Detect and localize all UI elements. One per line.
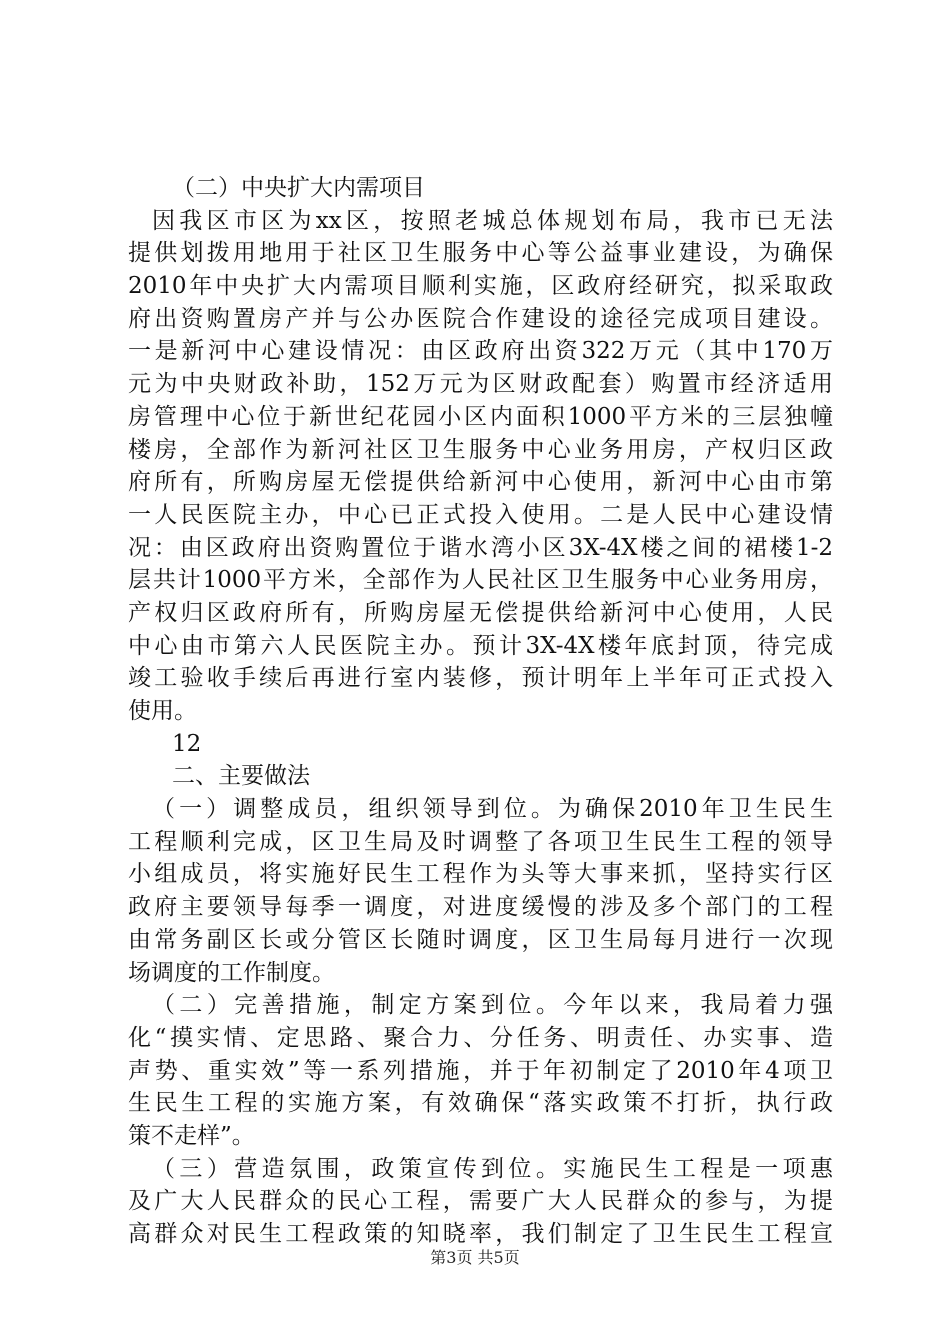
text-line: （三）营造氛围，政策宣传到位。实施民生工程是一项惠 (152, 1155, 833, 1182)
text-line: 产权归区政府所有，所购房屋无偿提供给新河中心使用，人民 (128, 599, 833, 626)
text-line: 一人民医院主办，中心已正式投入使用。二是人民中心建设情 (128, 501, 833, 528)
text-line: （一）调整成员，组织领导到位。为确保2010年卫生民生 (152, 796, 833, 823)
text-line: 声势、重实效”等一系列措施，并于年初制定了2010年4项卫 (128, 1057, 833, 1084)
page-footer: 第3页 共5页 (430, 1248, 520, 1267)
text-line: （二）完善措施，制定方案到位。今年以来，我局着力强 (152, 992, 833, 1019)
text-line: 高群众对民生工程政策的知晓率，我们制定了卫生民生工程宣 (128, 1221, 833, 1247)
text-line: 小组成员，将实施好民生工程作为头等大事来抓，坚持实行区 (128, 861, 833, 888)
text-line: 中心由市第六人民医院主办。预计3X-4X楼年底封顶，待完成 (128, 632, 833, 659)
text-line: 况：由区政府出资购置位于谐水湾小区3X-4X楼之间的裙楼1-2 (128, 534, 833, 561)
text-line: 府所有，所购房屋无偿提供给新河中心使用，新河中心由市第 (128, 469, 833, 496)
text-line: 策不走样”。 (128, 1122, 255, 1149)
text-line: 提供划拨用地用于社区卫生服务中心等公益事业建设，为确保 (128, 240, 833, 267)
text-line: 及广大人民群众的民心工程，需要广大人民群众的参与，为提 (128, 1188, 833, 1215)
text-line: 化“摸实情、定思路、聚合力、分任务、明责任、办实事、造 (128, 1024, 833, 1051)
text-line: 12 (172, 730, 202, 757)
text-line: 场调度的工作制度。 (128, 959, 335, 986)
text-line: 府出资购置房产并与公办医院合作建设的途径完成项目建设。 (128, 305, 833, 332)
text-line: 因我区市区为xx区，按照老城总体规划布局，我市已无法 (152, 207, 833, 234)
document-body (128, 172, 833, 1251)
text-line: 2010年中央扩大内需项目顺利实施，区政府经研究，拟采取政 (128, 273, 833, 300)
text-line: 生民生工程的实施方案，有效确保“落实政策不打折，执行政 (128, 1090, 833, 1117)
text-line: 政府主要领导每季一调度，对进度缓慢的涉及多个部门的工程 (128, 894, 833, 921)
text-line: 层共计1000平方米，全部作为人民社区卫生服务中心业务用房， (128, 567, 833, 594)
text-line: 由常务副区长或分管区长随时调度，区卫生局每月进行一次现 (128, 926, 833, 953)
text-line: 元为中央财政补助，152万元为区财政配套）购置市经济适用 (128, 371, 833, 398)
text-line: 楼房，全部作为新河社区卫生服务中心业务用房，产权归区政 (128, 436, 833, 463)
text-line: 工程顺利完成，区卫生局及时调整了各项卫生民生工程的领导 (128, 828, 833, 855)
text-line: 使用。 (128, 698, 197, 724)
text-line: 房管理中心位于新世纪花园小区内面积1000平方米的三层独幢 (128, 403, 833, 430)
text-line: 二、主要做法 (172, 763, 310, 790)
text-line: （二）中央扩大内需项目 (172, 175, 425, 201)
text-line: 一是新河中心建设情况：由区政府出资322万元（其中170万 (128, 338, 833, 365)
text-line: 竣工验收手续后再进行室内装修，预计明年上半年可正式投入 (128, 665, 833, 692)
